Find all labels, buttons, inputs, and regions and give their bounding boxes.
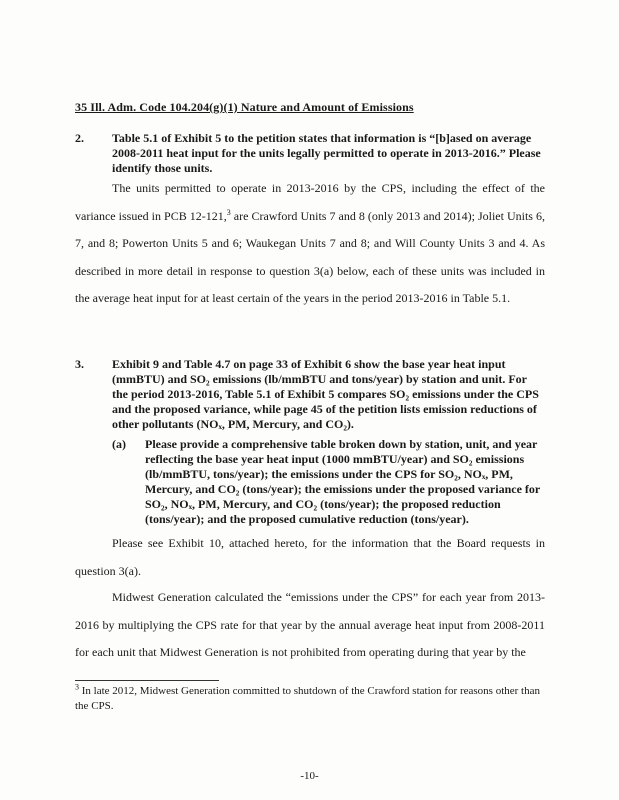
- answer-2-part2: are Crawford Units 7 and 8 (only 2013 and 2014); Joliet Units 6, 7, and 8; Powerton Units 5 and 6; Waukegan Units 7 and 8; and Will County Units 3 and 4. As described in more detail in response to question 3(a) below, each of these units was included in the average heat input for at least certain of the years in the period 2013-2016 in Table 5.1.: [75, 208, 545, 305]
- question-2-text: Table 5.1 of Exhibit 5 to the petition states that information is “[b]ased on average 2008-2011 heat input for the units legally permitted to operate in 2013-2016.” Please identify those units.: [112, 131, 541, 175]
- footnote-reference: 3: [226, 207, 231, 217]
- question-3a-text: Please provide a comprehensive table broken down by station, unit, and year reflecting the base year heat input (1000 mmBTU/year) and SO₂ emissions (lb/mmBTU, tons/year); the emissions under the CPS for SO₂, NOₓ, PM, Mercury, and CO₂ (tons/year); the emissions under the proposed variance for SO₂, NOₓ, PM, Mercury, and CO₂ (tons/year); the proposed reduction (tons/year); and the proposed cumulative reduction (tons/year).: [145, 437, 541, 526]
- question-3a-label: (a): [112, 437, 126, 451]
- section-heading: 35 Ill. Adm. Code 104.204(g)(1) Nature and Amount of Emissions: [75, 100, 414, 114]
- question-3a: [112, 437, 545, 527]
- answer-3a-paragraph-1: Please see Exhibit 10, attached hereto, for the information that the Board requests in question 3(a).: [75, 536, 545, 578]
- footnote-text: In late 2012, Midwest Generation committed to shutdown of the Crawford station for reasons other than the CPS.: [75, 685, 540, 712]
- answer-3a-paragraph-2: Midwest Generation calculated the “emissions under the CPS” for each year from 2013-2016 by multiplying the CPS rate for that year by the annual average heat input from 2008-2011 for each unit that Midwest Generation is not prohibited from operating during that year by the: [75, 590, 545, 659]
- question-3: [75, 357, 545, 432]
- footnote: [75, 684, 545, 714]
- page-number: -10-: [300, 770, 319, 782]
- question-2: [75, 131, 545, 176]
- question-3-text: Exhibit 9 and Table 4.7 on page 33 of Exhibit 6 show the base year heat input (mmBTU) and SO₂ emissions (lb/mmBTU and tons/year) by station and unit. For the period 2013-2016, Table 5.1 of Exhibit 5 compares SO₂ emissions under the CPS and the proposed variance, while page 45 of the petition lists emission reductions of other pollutants (NOₓ, PM, Mercury, and CO₂).: [112, 357, 539, 431]
- footnote-mark: 3: [75, 682, 79, 692]
- footnote-divider: [75, 680, 219, 681]
- question-2-number: 2.: [75, 131, 84, 145]
- answer-2-paragraph: [75, 175, 545, 313]
- question-3-number: 3.: [75, 357, 84, 371]
- answer-2-part1: The units permitted to operate in 2013-2016 by the CPS, including the effect of the variance issued in PCB 12-121,: [75, 181, 545, 223]
